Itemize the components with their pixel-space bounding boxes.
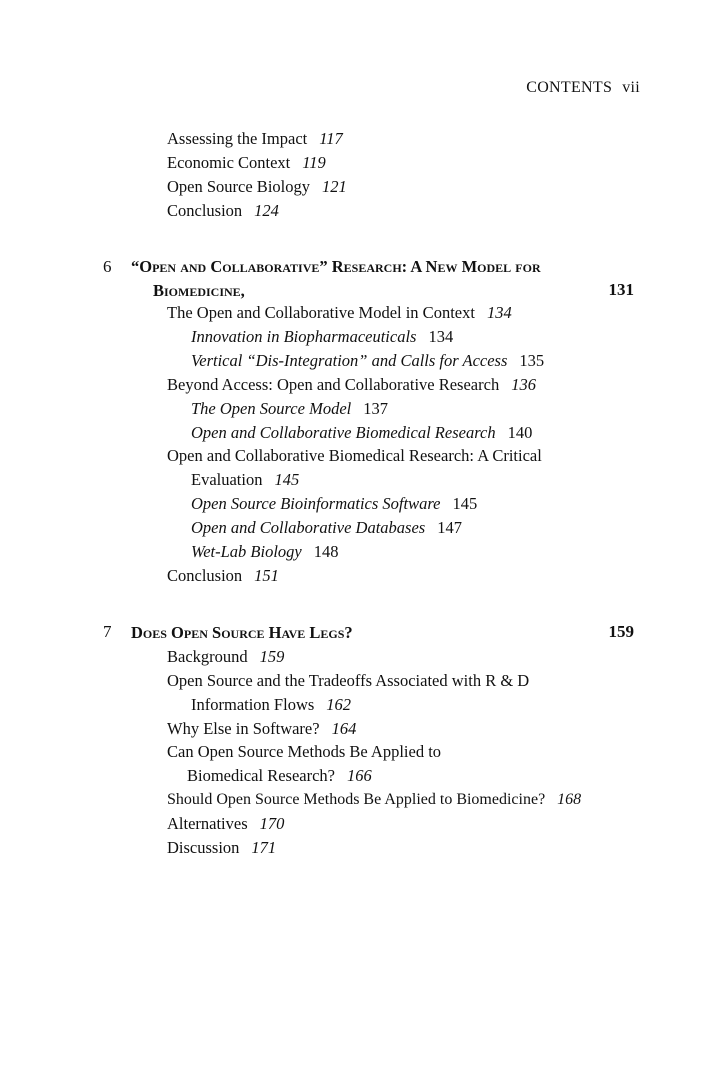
chapter-7-title: Does Open Source Have Legs? (131, 623, 353, 642)
toc-entry (167, 374, 536, 396)
toc-entry-page: 168 (557, 791, 582, 808)
toc-entry-title: Biomedical Research? (187, 766, 335, 785)
chapter-6-page: 131 (608, 280, 634, 299)
toc-entry-title: Open Source Biology (167, 177, 310, 196)
chapter-6-title-line2: Biomedicine, (153, 281, 245, 300)
running-head-page-number: vii (622, 79, 640, 96)
toc-entry-page: 162 (326, 695, 352, 714)
toc-entry-page: 159 (259, 647, 285, 666)
toc-entry-page: 151 (254, 566, 279, 585)
toc-subentry-title: Open Source Bioinformatics Software (191, 494, 441, 513)
chapter-6-title-line1: “Open and Collaborative” Research: A New Model for (131, 257, 541, 276)
toc-subentry-page: 135 (519, 351, 545, 370)
toc-entry-line2 (187, 765, 372, 787)
toc-entry-title: Economic Context (167, 153, 291, 172)
toc-entry-page: 171 (251, 838, 277, 857)
toc-entry-page: 124 (254, 201, 279, 220)
toc-subentry-page: 148 (313, 542, 339, 561)
toc-entry-title: Why Else in Software? (167, 719, 320, 738)
toc-entry (167, 718, 356, 740)
toc-subentry (191, 493, 477, 515)
toc-entry-title: Should Open Source Methods Be Applied to Biomedicine? (167, 791, 546, 808)
toc-entry-page: 145 (274, 470, 300, 489)
toc-entry-title: Open Source and the Tradeoffs Associated with R & D (167, 671, 530, 690)
toc-entry-title: Open and Collaborative Biomedical Research: A Critical (167, 446, 542, 465)
toc-entry-title: Conclusion (167, 566, 243, 585)
toc-entry-title: Evaluation (191, 470, 263, 489)
chapter-7-number: 7 (103, 622, 112, 641)
toc-subentry (191, 326, 453, 348)
running-head-label: CONTENTS (526, 79, 613, 96)
toc-entry-title: The Open and Collaborative Model in Context (167, 303, 475, 322)
toc-entry (167, 646, 284, 668)
toc-subentry-page: 137 (363, 399, 388, 418)
toc-subentry-title: Innovation in Biopharmaceuticals (191, 327, 417, 346)
toc-subentry (191, 517, 462, 539)
toc-subentry-title: The Open Source Model (191, 399, 352, 418)
toc-entry-title: Beyond Access: Open and Collaborative Research (167, 375, 500, 394)
toc-subentry (191, 541, 339, 563)
toc-subentry-page: 140 (507, 423, 533, 442)
toc-entry (167, 302, 512, 324)
toc-entry-page: 164 (331, 719, 357, 738)
toc-entry-page: 121 (321, 177, 347, 196)
toc-entry-line1 (167, 670, 529, 692)
toc-subentry-title: Open and Collaborative Databases (191, 518, 426, 537)
toc-entry-page: 117 (319, 129, 343, 148)
toc-entry-page: 119 (302, 153, 326, 172)
toc-entry-title: Information Flows (191, 695, 315, 714)
toc-entry (167, 200, 279, 222)
toc-entry-title: Discussion (167, 838, 240, 857)
toc-entry-page: 170 (259, 814, 285, 833)
toc-entry-title: Background (167, 647, 248, 666)
toc-entry-title: Conclusion (167, 201, 243, 220)
toc-entry (167, 565, 279, 587)
toc-subentry-title: Vertical “Dis-Integration” and Calls for Access (191, 351, 508, 370)
toc-subentry-page: 147 (437, 518, 462, 537)
toc-entry (167, 152, 326, 174)
chapter-7-page: 159 (608, 622, 634, 641)
toc-entry-line2 (191, 694, 351, 716)
toc-subentry-page: 134 (428, 327, 454, 346)
toc-entry-line2 (191, 469, 299, 491)
toc-entry-title: Alternatives (167, 814, 248, 833)
toc-subentry (191, 398, 388, 420)
toc-entry-title: Assessing the Impact (167, 129, 308, 148)
toc-entry (167, 813, 284, 835)
toc-entry (167, 128, 343, 150)
toc-entry-page: 134 (486, 303, 512, 322)
toc-entry-title: Can Open Source Methods Be Applied to (167, 742, 442, 761)
toc-subentry-page: 145 (452, 494, 478, 513)
toc-subentry (191, 350, 544, 372)
toc-subentry (191, 422, 532, 444)
running-head (526, 79, 640, 97)
toc-entry (167, 837, 276, 859)
chapter-6-number: 6 (103, 257, 112, 276)
toc-entry-line1 (167, 741, 441, 763)
toc-subentry-title: Wet-Lab Biology (191, 542, 302, 561)
toc-entry-page: 136 (511, 375, 536, 394)
toc-entry (167, 176, 347, 198)
toc-subentry-title: Open and Collaborative Biomedical Research (191, 423, 496, 442)
toc-entry-page: 166 (346, 766, 372, 785)
toc-entry (167, 789, 581, 811)
toc-entry-line1 (167, 445, 542, 467)
